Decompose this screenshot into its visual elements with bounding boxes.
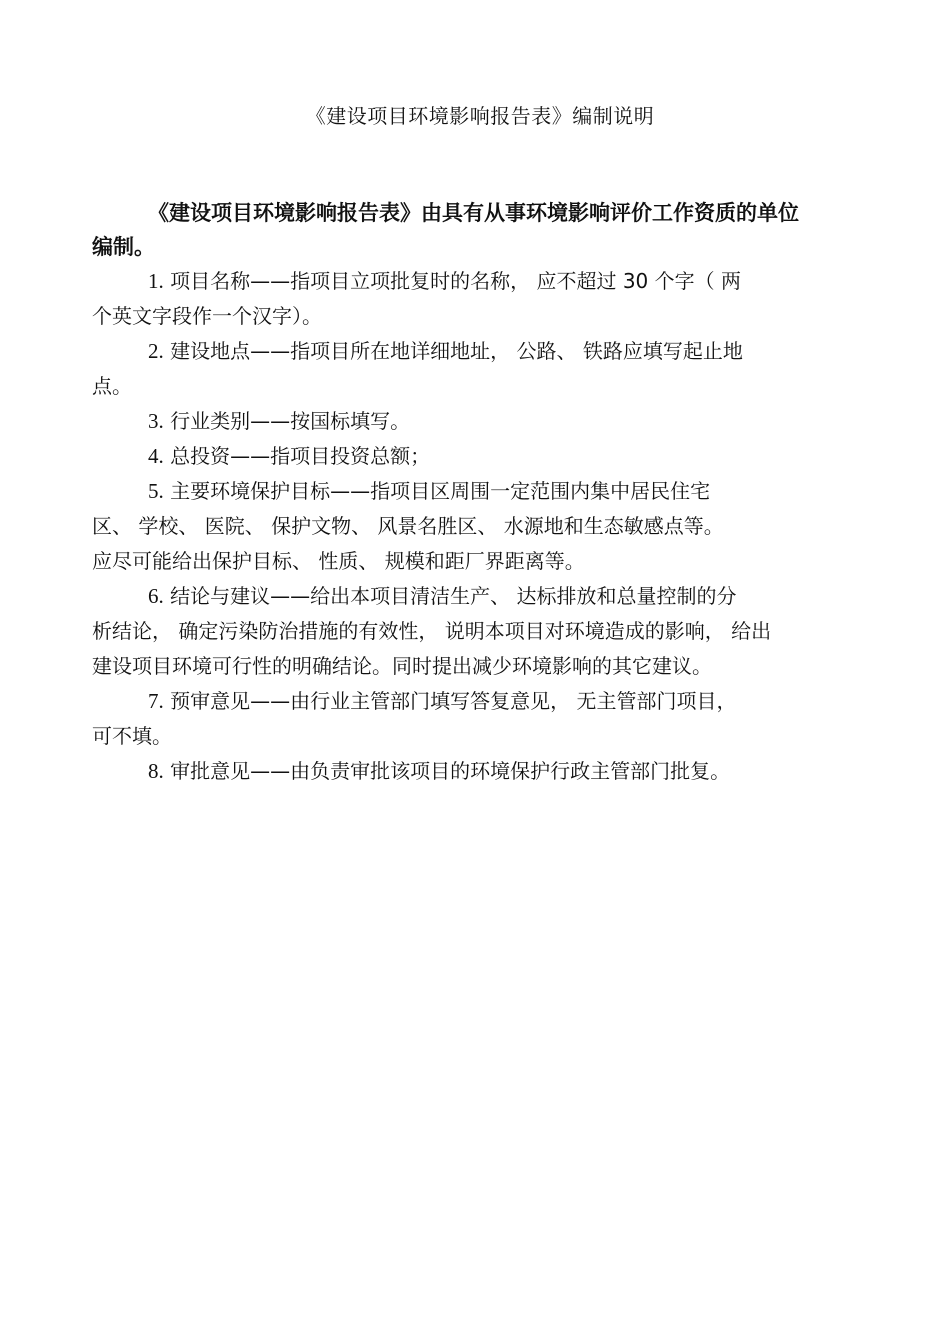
list-item-1 bbox=[92, 264, 862, 334]
item-number: 4. bbox=[148, 444, 164, 468]
item-number: 1. bbox=[148, 269, 164, 293]
document-title: 《建设项目环境影响报告表》编制说明 bbox=[305, 104, 655, 128]
item-number: 8. bbox=[148, 759, 164, 783]
item-line: 区、 学校、 医院、 保护文物、 风景名胜区、 水源地和生态敏感点等。 bbox=[92, 514, 724, 538]
item-number: 3. bbox=[148, 409, 164, 433]
intro-line: 编制。 bbox=[92, 235, 155, 259]
item-number: 5. bbox=[148, 479, 164, 503]
item-text: 审批意见——由负责审批该项目的环境保护行政主管部门批复。 bbox=[170, 759, 731, 783]
intro-line: 《建设项目环境影响报告表》由具有从事环境影响评价工作资质的单位 bbox=[148, 201, 799, 225]
item-number: 6. bbox=[148, 584, 164, 608]
item-line: 析结论， 确定污染防治措施的有效性， 说明本项目对环境造成的影响， 给出 bbox=[92, 619, 772, 643]
item-text: 行业类别——按国标填写。 bbox=[170, 409, 411, 433]
list-item-5 bbox=[92, 474, 862, 579]
item-text: 结论与建议——给出本项目清洁生产、 达标排放和总量控制的分 bbox=[170, 584, 737, 608]
item-line: 个英文字段作一个汉字）。 bbox=[92, 304, 322, 328]
item-line bbox=[92, 684, 862, 719]
item-line bbox=[92, 754, 862, 789]
document-body bbox=[92, 196, 862, 789]
item-line bbox=[92, 334, 862, 369]
item-line: 可不填。 bbox=[92, 724, 172, 748]
item-line: 应尽可能给出保护目标、 性质、 规模和距厂界距离等。 bbox=[92, 549, 585, 573]
list-item-2 bbox=[92, 334, 862, 404]
item-line: 点。 bbox=[92, 374, 132, 398]
item-number: 2. bbox=[148, 339, 164, 363]
item-number: 7. bbox=[148, 689, 164, 713]
list-item-3 bbox=[92, 404, 862, 439]
item-line bbox=[92, 264, 862, 299]
list-item-6 bbox=[92, 579, 862, 684]
item-line bbox=[92, 474, 862, 509]
list-item-7 bbox=[92, 684, 862, 754]
item-text: 建设地点——指项目所在地详细地址， 公路、 铁路应填写起止地 bbox=[170, 339, 743, 363]
item-line bbox=[92, 579, 862, 614]
list-item-8 bbox=[92, 754, 862, 789]
item-line bbox=[92, 439, 862, 474]
item-text: 预审意见——由行业主管部门填写答复意见， 无主管部门项目， bbox=[170, 689, 737, 713]
item-line bbox=[92, 404, 862, 439]
item-text: 项目名称——指项目立项批复时的名称， 应不超过 30 个字（ 两 bbox=[170, 269, 741, 293]
item-text: 总投资——指项目投资总额； bbox=[170, 444, 431, 468]
item-line: 建设项目环境可行性的明确结论。同时提出减少环境影响的其它建议。 bbox=[92, 654, 712, 678]
list-item-4 bbox=[92, 439, 862, 474]
item-text: 主要环境保护目标——指项目区周围一定范围内集中居民住宅 bbox=[170, 479, 711, 503]
intro-paragraph bbox=[92, 196, 862, 264]
